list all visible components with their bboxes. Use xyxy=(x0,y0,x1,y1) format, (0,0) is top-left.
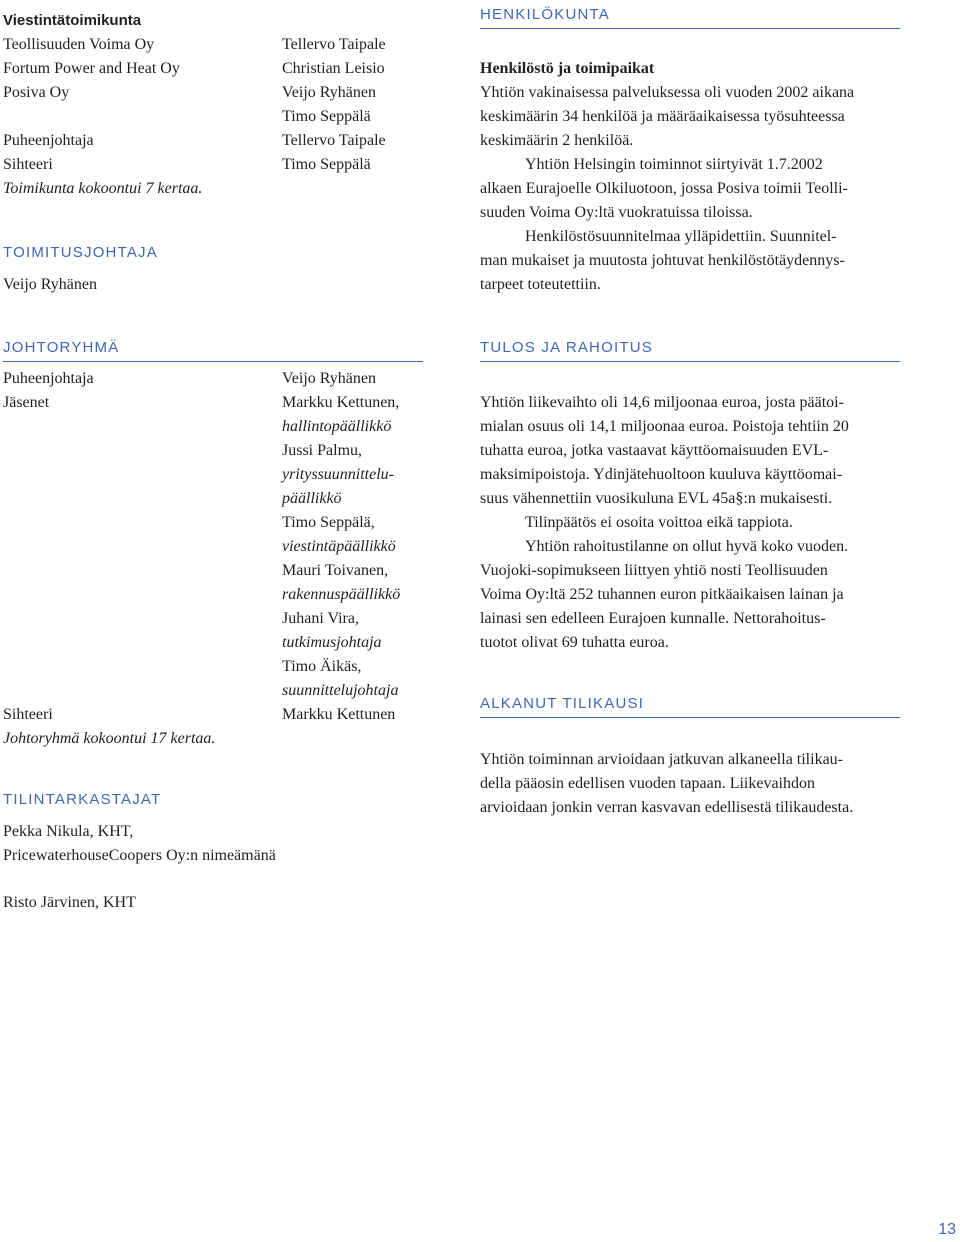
johtoryhma-secretary-name: Markku Kettunen xyxy=(282,706,396,723)
text-line: Henkilöstösuunnitelmaa ylläpidettiin. Suunnitel- xyxy=(525,228,837,245)
text-line: tarpeet toteutettiin. xyxy=(480,276,601,293)
johtoryhma-note: Johtoryhmä kokoontui 17 kertaa. xyxy=(3,730,216,747)
member-title: hallintopäällikkö xyxy=(282,418,392,435)
text-line: Yhtiön rahoitustilanne on ollut hyvä koko vuoden. xyxy=(525,538,849,555)
text-line: arvioidaan jonkin verran kasvavan edellisestä tilikaudesta. xyxy=(480,799,854,816)
henkilokunta-subheading: Henkilöstö ja toimipaikat xyxy=(480,60,655,77)
member-title: suunnittelujohtaja xyxy=(282,682,399,699)
johtoryhma-members xyxy=(282,391,400,703)
text-line: tuotot olivat 69 tuhatta euroa. xyxy=(480,634,669,651)
alkanut-heading: ALKANUT TILIKAUSI xyxy=(480,695,645,712)
text-line: alkaen Eurajoelle Olkiluotoon, jossa Posiva toimii Teolli- xyxy=(480,180,848,197)
committee-role: Sihteeri xyxy=(3,156,53,173)
text-line: lainasi sen edelleen Eurajoen kunnalle. Nettorahoitus- xyxy=(480,610,826,627)
text-line: Voima Oy:ltä 252 tuhannen euron pitkäaikaisen lainan ja xyxy=(480,586,844,603)
text-line: tuhatta euroa, jotka vastaavat käyttöomaisuuden EVL- xyxy=(480,442,829,459)
johtoryhma-members-label: Jäsenet xyxy=(3,394,50,411)
text-line: mialan osuus oli 14,1 miljoonaa euroa. Poistoja tehtiin 20 xyxy=(480,418,849,435)
text-line: Yhtiön Helsingin toiminnot siirtyivät 1.7.2002 xyxy=(525,156,823,173)
committee-org: Fortum Power and Heat Oy xyxy=(3,60,180,77)
heading-rule xyxy=(480,717,900,718)
member-title: viestintäpäällikkö xyxy=(282,538,396,555)
text-line: suus vähennettiin vuosikuluna EVL 45a§:n mukaisesti. xyxy=(480,490,833,507)
henkilokunta-paragraph xyxy=(480,81,854,297)
tulos-paragraph xyxy=(480,391,849,655)
member-name: Timo Seppälä, xyxy=(282,514,375,531)
auditor-line: PricewaterhouseCoopers Oy:n nimeämänä xyxy=(3,847,276,864)
tilintarkastajat-heading: TILINTARKASTAJAT xyxy=(3,791,162,808)
text-line: Vuojoki-sopimukseen liittyen yhtiö nosti Teollisuuden xyxy=(480,562,828,579)
committee-member: Tellervo Taipale xyxy=(282,132,386,149)
committee-org: Teollisuuden Voima Oy xyxy=(3,36,155,53)
text-line: Tilinpäätös ei osoita voittoa eikä tappiota. xyxy=(525,514,793,531)
text-line: della pääosin edellisen vuoden tapaan. Liikevaihdon xyxy=(480,775,815,792)
tulos-heading: TULOS JA RAHOITUS xyxy=(480,339,653,356)
viestintatoimikunta-title: Viestintätoimikunta xyxy=(3,12,142,29)
text-line: suuden Voima Oy:ltä vuokratuissa tiloissa. xyxy=(480,204,753,221)
auditor-line: Risto Järvinen, KHT xyxy=(3,894,136,911)
committee-member: Veijo Ryhänen xyxy=(282,84,377,101)
committee-member: Timo Seppälä xyxy=(282,108,371,125)
member-name: Juhani Vira, xyxy=(282,610,359,627)
heading-rule xyxy=(480,361,900,362)
member-title: päällikkö xyxy=(282,490,342,507)
johtoryhma-heading: JOHTORYHMÄ xyxy=(3,339,120,356)
committee-org: Posiva Oy xyxy=(3,84,70,101)
text-line: maksimipoistoja. Ydinjätehuoltoon kuuluva käyttöomai- xyxy=(480,466,843,483)
committee-note: Toimikunta kokoontui 7 kertaa. xyxy=(3,180,203,197)
text-line: man mukaiset ja muutosta johtuvat henkilöstötäydennys- xyxy=(480,252,845,269)
member-title: rakennuspäällikkö xyxy=(282,586,401,603)
member-title: tutkimusjohtaja xyxy=(282,634,382,651)
text-line: Yhtiön liikevaihto oli 14,6 miljoonaa euroa, josta päätoi- xyxy=(480,394,844,411)
member-name: Jussi Palmu, xyxy=(282,442,363,459)
heading-rule xyxy=(3,361,423,362)
committee-member: Tellervo Taipale xyxy=(282,36,386,53)
text-line: keskimäärin 34 henkilöä ja määräaikaisessa työsuhteessa xyxy=(480,108,845,125)
committee-member: Timo Seppälä xyxy=(282,156,371,173)
alkanut-paragraph xyxy=(480,748,853,820)
henkilokunta-heading: HENKILÖKUNTA xyxy=(480,6,610,23)
committee-role: Puheenjohtaja xyxy=(3,132,94,149)
member-name: Mauri Toivanen, xyxy=(282,562,389,579)
johtoryhma-secretary-label: Sihteeri xyxy=(3,706,53,723)
text-line: Yhtiön vakinaisessa palveluksessa oli vuoden 2002 aikana xyxy=(480,84,855,101)
heading-rule xyxy=(480,28,900,29)
text-line: Yhtiön toiminnan arvioidaan jatkuvan alkaneella tilikau- xyxy=(480,751,843,768)
page-number: 13 xyxy=(938,1221,956,1238)
johtoryhma-chair-label: Puheenjohtaja xyxy=(3,370,94,387)
toimitusjohtaja-name: Veijo Ryhänen xyxy=(3,276,98,293)
toimitusjohtaja-heading: TOIMITUSJOHTAJA xyxy=(3,244,158,261)
auditor-line: Pekka Nikula, KHT, xyxy=(3,823,134,840)
committee-member: Christian Leisio xyxy=(282,60,385,77)
member-name: Timo Äikäs, xyxy=(282,658,362,675)
member-name: Markku Kettunen, xyxy=(282,394,400,411)
text-line: keskimäärin 2 henkilöä. xyxy=(480,132,634,149)
member-title: yrityssuunnittelu- xyxy=(282,466,394,483)
johtoryhma-chair-name: Veijo Ryhänen xyxy=(282,370,377,387)
